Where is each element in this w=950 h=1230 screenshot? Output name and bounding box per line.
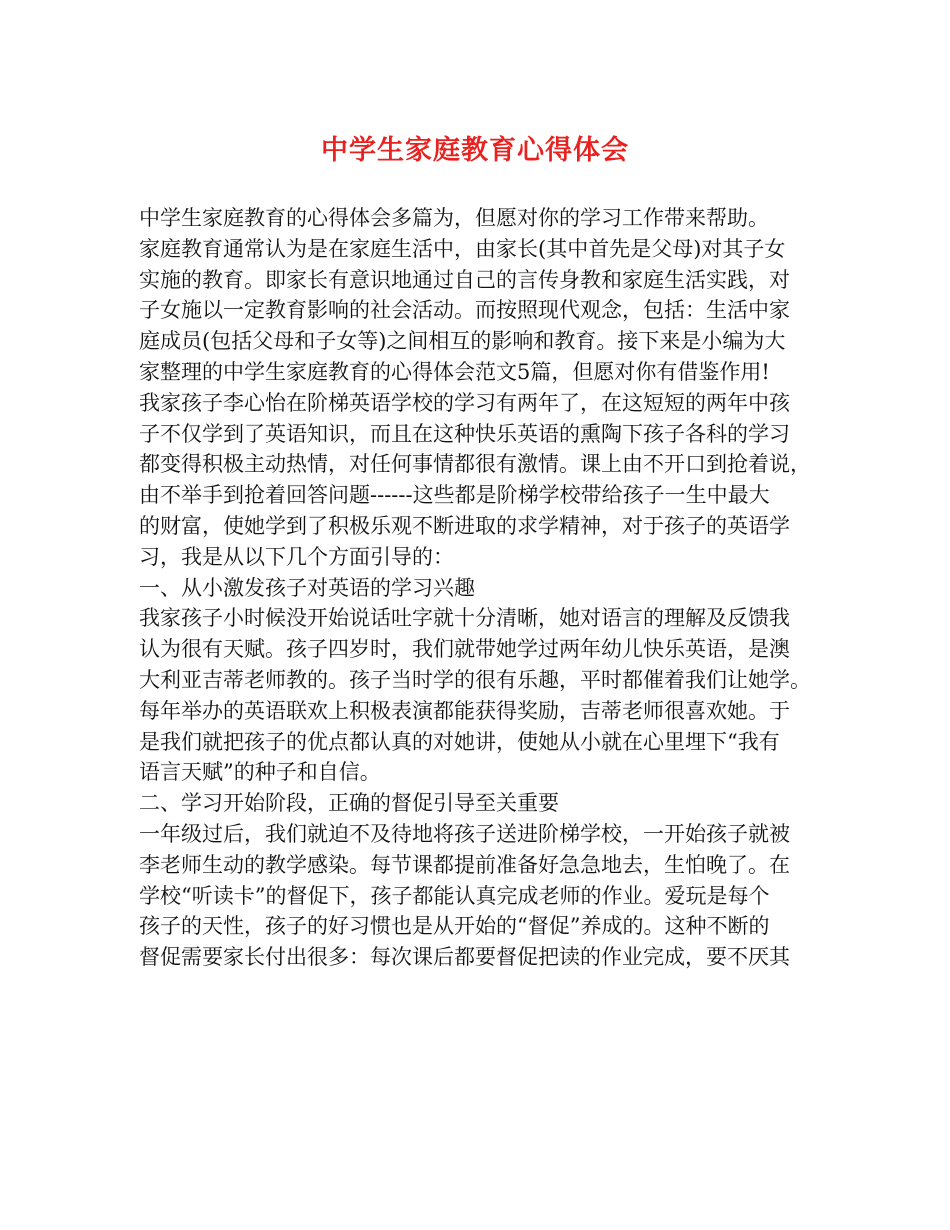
text-line: 家整理的中学生家庭教育的心得体会范文5篇，但愿对你有借鉴作用! — [139, 359, 770, 384]
text-line: 学校“听读卡”的督促下，孩子都能认真完成老师的作业。爱玩是每个 — [139, 883, 770, 908]
text-line: 二、学习开始阶段，正确的督促引导至关重要 — [139, 791, 559, 816]
text-line: 孩子的天性，孩子的好习惯也是从开始的“督促”养成的。这种不断的 — [139, 914, 770, 939]
text-line: 实施的教育。即家长有意识地通过自己的言传身教和家庭生活实践，对 — [139, 267, 790, 292]
text-line: 我家孩子小时候没开始说话吐字就十分清晰，她对语言的理解及反馈我 — [139, 606, 790, 631]
text-line: 庭成员(包括父母和子女等)之间相互的影响和教育。接下来是小编为大 — [139, 329, 786, 354]
text-line: 每年举办的英语联欢上积极表演都能获得奖励，吉蒂老师很喜欢她。于 — [139, 698, 790, 723]
text-line: 认为很有天赋。孩子四岁时，我们就带她学过两年幼儿快乐英语，是澳 — [139, 637, 790, 662]
text-line: 都变得积极主动热情，对任何事情都很有激情。课上由不开口到抢着说， — [139, 452, 811, 477]
document-body — [139, 203, 839, 973]
text-line: 语言天赋”的种子和自信。 — [139, 760, 381, 785]
text-line: 李老师生动的教学感染。每节课都提前准备好急急地去，生怕晚了。在 — [139, 852, 790, 877]
text-line: 一年级过后，我们就迫不及待地将孩子送进阶梯学校，一开始孩子就被 — [139, 821, 790, 846]
text-line: 中学生家庭教育的心得体会多篇为，但愿对你的学习工作带来帮助。 — [139, 206, 769, 230]
text-line: 子不仅学到了英语知识，而且在这种快乐英语的熏陶下孩子各科的学习 — [139, 421, 790, 446]
text-line: 督促需要家长付出很多：每次课后都要督促把读的作业完成，要不厌其 — [139, 945, 790, 970]
text-line: 的财富，使她学到了积极乐观不断进取的求学精神，对于孩子的英语学 — [139, 513, 790, 538]
text-line: 是我们就把孩子的优点都认真的对她讲，使她从小就在心里埋下“我有 — [139, 729, 780, 754]
text-line: 一、从小激发孩子对英语的学习兴趣 — [139, 575, 475, 600]
text-line: 习，我是从以下几个方面引导的： — [139, 544, 454, 569]
text-line: 大利亚吉蒂老师教的。孩子当时学的很有乐趣，平时都催着我们让她学。 — [139, 667, 811, 692]
text-line: 我家孩子李心怡在阶梯英语学校的学习有两年了，在这短短的两年中孩 — [139, 390, 790, 415]
document-title: 中学生家庭教育心得体会 — [321, 135, 629, 166]
text-line: 由不举手到抢着回答问题------这些都是阶梯学校带给孩子一生中最大 — [139, 483, 770, 508]
text-line: 子女施以一定教育影响的社会活动。而按照现代观念，包括：生活中家 — [139, 298, 790, 323]
text-line: 家庭教育通常认为是在家庭生活中，由家长(其中首先是父母)对其子女 — [139, 236, 786, 261]
